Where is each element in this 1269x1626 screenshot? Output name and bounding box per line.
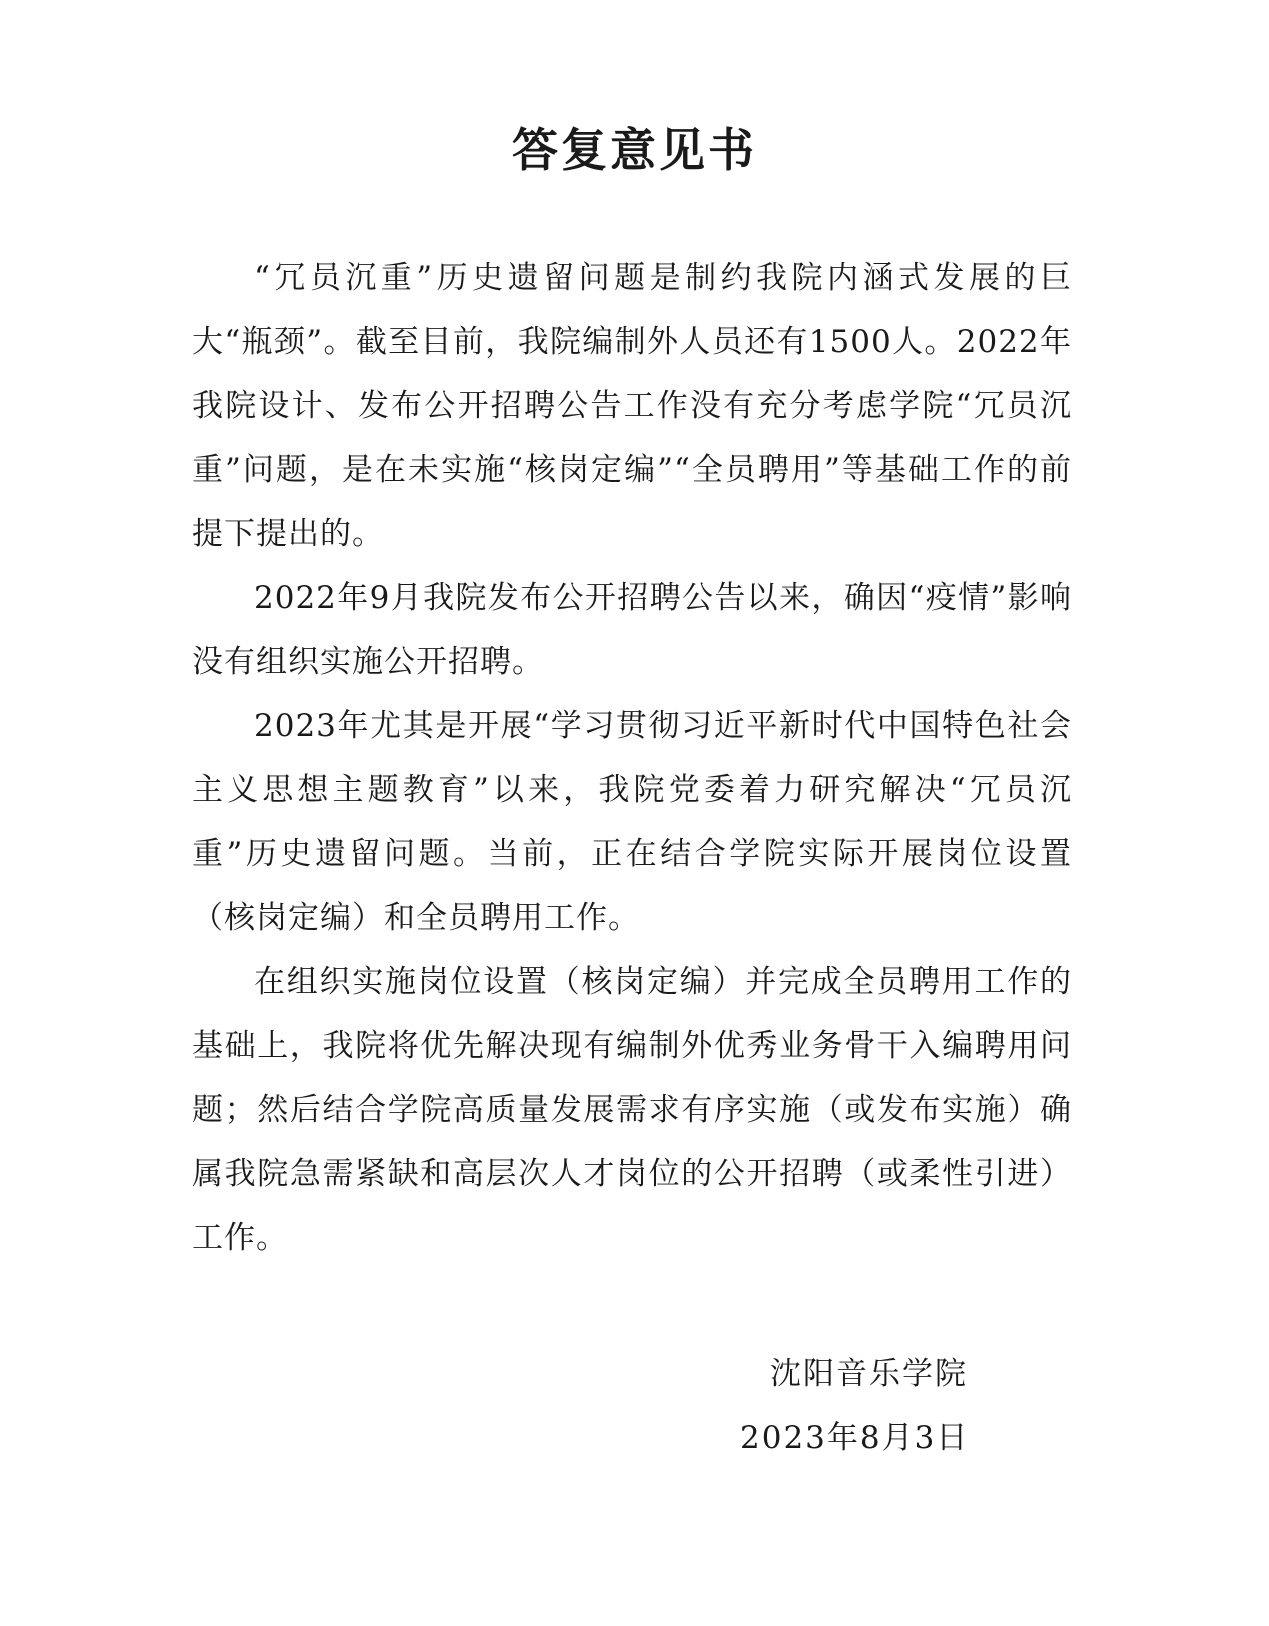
signature-date: 2023年8月3日 (740, 1420, 970, 1456)
document-title: 答复意见书 (512, 123, 757, 177)
paragraph-4: 在组织实施岗位设置（核岗定编）并完成全员聘用工作的基础上，我院将优先解决现有编制外优秀业务骨干入编聘用问题；然后结合学院高质量发展需求有序实施（或发布实施）确属我院急需紧缺和高层次人才岗位的公开招聘（或柔性引进）工作。 (192, 964, 1072, 1256)
paragraph-2: 2022年9月我院发布公开招聘公告以来，确因“疫情”影响没有组织实施公开招聘。 (192, 580, 1072, 680)
document-body (192, 246, 1072, 1270)
paragraph-3: 2023年尤其是开展“学习贯彻习近平新时代中国特色社会主义思想主题教育”以来，我院党委着力研究解决“冗员沉重”历史遗留问题。当前，正在结合学院实际开展岗位设置（核岗定编）和全员聘用工作。 (192, 708, 1072, 936)
signature-block (740, 1342, 1040, 1470)
signature-organization: 沈阳音乐学院 (770, 1356, 968, 1392)
paragraph-1: “冗员沉重”历史遗留问题是制约我院内涵式发展的巨大“瓶颈”。截至目前，我院编制外人员还有1500人。2022年我院设计、发布公开招聘公告工作没有充分考虑学院“冗员沉重”问题，是在未实施“核岗定编”“全员聘用”等基础工作的前提下提出的。 (192, 260, 1072, 552)
